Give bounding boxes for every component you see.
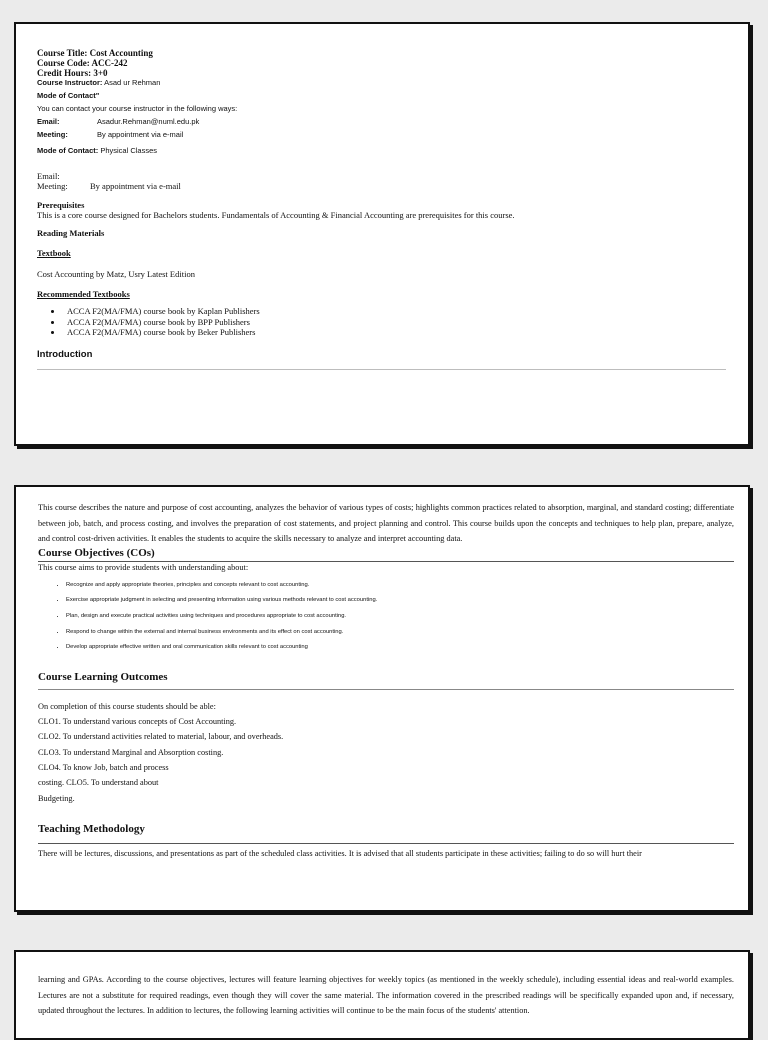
outcome-line: CLO1. To understand various concepts of Cost Accounting. [38,717,237,727]
objectives-list [38,578,734,656]
document-page-1 [14,22,750,446]
outcome-line: CLO2. To understand activities related to material, labour, and overheads. [38,732,284,742]
divider [37,369,726,370]
document-page-3 [14,950,750,1040]
list-item: • Plan, design and execute practical activities using techniques and procedures appropriate to cost accounting. [66,609,734,625]
mode-of-contact-line [37,146,726,156]
credit-hours: Credit Hours: 3+0 [37,68,108,78]
outcome-line: On completion of this course students should be able: [38,701,216,711]
divider [38,843,734,844]
meeting-label-2: Meeting: [37,180,68,191]
objectives-heading: Course Objectives (COs) [38,546,155,559]
outcome-line: Budgeting. [38,793,75,803]
course-title: Course Title: Cost Accounting [37,48,153,58]
methodology-text: There will be lectures, discussions, and presentations as part of the scheduled class activities. It is advised that all students participate in these activities; failing to do so will hurt their [38,848,642,858]
list-item: • Develop appropriate effective written and oral communication skills relevant to cost accounting [66,640,734,656]
textbook-text: Cost Accounting by Matz, Usry Latest Edition [37,269,195,279]
email-row [37,117,726,127]
objectives-intro: This course aims to provide students with understanding about: [38,562,249,572]
outcomes-list [38,699,734,806]
teaching-paragraph: learning and GPAs. According to the course objectives, lectures will feature learning objectives for weekly topics (as mentioned in the weekly schedule), including essential ideas and real-world examples. Lectures are not a substitute for required readings, even though they will cover the same material. The information covered in the prescribed readings will be specifically expanded upon and, if necessary, updated throughout the lectures. In addition to lectures, the following learning activities will continue to be the main focus of the students' attention. [38,975,734,1016]
meeting-row [37,130,726,140]
methodology-heading: Teaching Methodology [38,822,145,835]
divider [38,561,734,562]
textbook-heading: Textbook [37,248,71,258]
outcome-line: CLO4. To know Job, batch and process [38,762,169,772]
course-instructor-line [37,78,726,88]
list-item: • ACCA F2(MA/FMA) course book by Kaplan Publishers [63,306,726,317]
reading-materials-heading: Reading Materials [37,228,105,238]
email-label: Email: [37,117,60,126]
meeting-value-2: By appointment via e-mail [90,180,181,191]
recommended-textbooks-list [37,306,726,338]
outcomes-heading: Course Learning Outcomes [38,670,168,683]
prerequisites-text: This is a core course designed for Bachelors students. Fundamentals of Accounting & Financial Accounting are prerequisites for this course. [37,209,515,220]
email-label-2: Email: [37,171,60,181]
document-page-2 [14,485,750,912]
mode-of-contact-heading: Mode of Contact" [37,91,100,100]
list-item: • ACCA F2(MA/FMA) course book by BPP Publishers [63,317,726,328]
course-code: Course Code: ACC-242 [37,58,128,68]
mode-of-contact-label: Mode of Contact: [37,146,99,155]
list-item: • Exercise appropriate judgment in selecting and presenting information using various methods relevant to cost accounting. [66,593,734,609]
meeting-label: Meeting: [37,130,68,139]
instructor-name: Asad ur Rehman [104,78,161,87]
mode-of-contact-value: Physical Classes [100,146,158,155]
outcome-line: costing. CLO5. To understand about [38,778,159,788]
recommended-textbooks-heading: Recommended Textbooks [37,289,130,299]
introduction-heading: Introduction [37,348,93,360]
divider [38,689,734,690]
intro-paragraph: This course describes the nature and purpose of cost accounting, analyzes the behavior of various types of costs; highlights common practices related to absorption, marginal, and standard costing; differentiate between job, batch, and process costing, and involves the preparation of cost statements, and project planning and control. This course builds upon the concepts and techniques to help plan, prepare, analyze, and control cost-driven activities. It enables the students to acquire the skills necessary to analyze and interpret accounting data. [38,503,734,544]
meeting-row-2 [37,182,726,192]
outcome-line: CLO3. To understand Marginal and Absorption costing. [38,747,224,757]
list-item: • Recognize and apply appropriate theories, principles and concepts relevant to cost accounting. [66,578,734,594]
prerequisites-heading: Prerequisites [37,200,85,210]
instructor-label: Course Instructor: [37,78,103,87]
email-value: Asadur.Rehman@numl.edu.pk [97,117,200,126]
list-item: • ACCA F2(MA/FMA) course book by Beker Publishers [63,327,726,338]
contact-intro: You can contact your course instructor in the following ways: [37,104,238,113]
meeting-value: By appointment via e-mail [97,130,184,139]
list-item: • Respond to change within the external and internal business environments and its effect on cost accounting. [66,625,734,641]
